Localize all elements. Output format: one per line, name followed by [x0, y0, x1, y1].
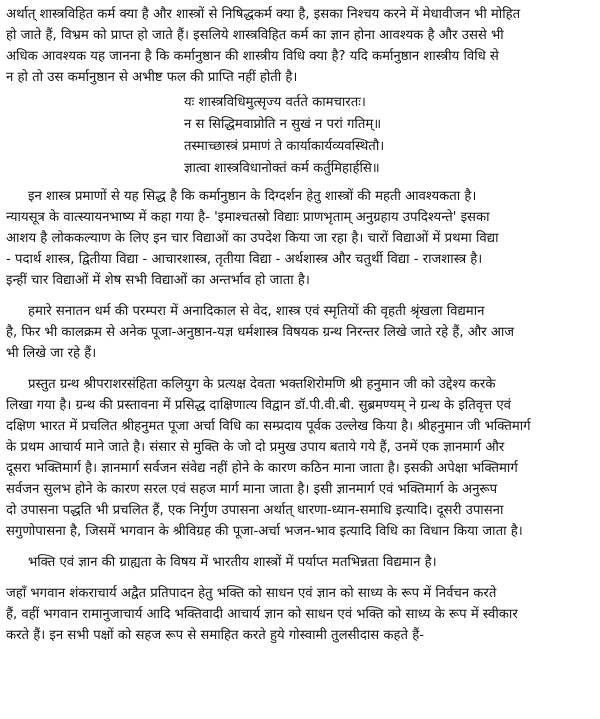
text-line: अधिक आवश्यक यह जानना है कि कर्मानुष्ठान की शास्त्रीय विधि क्या है? यदि कर्मानुष्ठान शास्त्रीय विधि से: [6, 49, 499, 64]
text-line: न्यायसूत्र के वात्स्यायनभाष्य में कहा गया है- 'इमाश्चतस्रो विद्याः प्राणभृताम् अनुग्रहाय उपदिश्यन्ते' इसका: [6, 210, 490, 225]
text-line: दक्षिण भारत में प्रचलित श्रीहनुमत पूजा अर्चा विधि का सम्प्रदाय पूर्वक उल्लेख किया है। श्रीहनुमान जी भक्तिमार्ग: [6, 419, 531, 434]
text-line: हो जाते हैं, विभ्रम को प्राप्त हो जाते हैं। इसलिये शास्त्रविहित कर्म का ज्ञान होना आवश्यक है और उससे भी: [6, 28, 504, 43]
paragraph-sanatan-dharma: [6, 301, 594, 364]
paragraph-bhakti-gyan: [6, 552, 594, 573]
text-line: जहाँ भगवान शंकराचार्य अद्वैत प्रतिपादन हेतु भक्ति को साधन एवं ज्ञान को साध्य के रूप में निर्वचन करते: [6, 586, 497, 601]
text-line: सर्वजन सुलभ होने के कारण सरल एवं सहज मार्ग माना जाता है। इसी ज्ञानमार्ग एवं भक्तिमार्ग के अनुरूप: [6, 482, 498, 497]
paragraph-gap: [6, 364, 594, 374]
sanskrit-verse: [6, 92, 594, 180]
text-line: भी लिखे जा रहे हैं।: [6, 346, 97, 361]
text-line: इन्हीं चार विद्याओं में शेष सभी विद्याओं का अन्तर्भाव हो जाता है।: [6, 273, 310, 288]
text-line: दो उपासना पद्धति भी प्रचलित हैं, एक निर्गुण उपासना अर्थात् धारणा-ध्यान-समाधि इत्यादि। दूसरी उपासना: [6, 503, 504, 518]
text-line: लिखा गया है। ग्रन्थ की प्रस्तावना में प्रसिद्ध दाक्षिणात्य विद्वान डॉ.पी.वी.बी. सुब्रमण्यम् ने ग्रन्थ के इतिवृत्त एवं: [6, 398, 511, 413]
paragraph-gap: [6, 573, 594, 583]
text-line: - पदार्थ शास्त्र, द्वितीया विद्या - आचारशास्त्र, तृतीया विद्या - अर्थशास्त्र और चतुर्थी विद्या - राजशास्त्र है।: [6, 252, 483, 267]
text-line: करते हैं। इन सभी पक्षों को सहज रूप से समाहित करते हुये गोस्वामी तुलसीदास कहते हैं-: [6, 628, 424, 643]
paragraph-shastra-pramana: [6, 186, 594, 291]
text-line: भक्ति एवं ज्ञान की ग्राह्यता के विषय में भारतीय शास्त्रों में पर्याप्त मतभिन्नता विद्यमान है।: [28, 555, 437, 570]
verse-line: न स सिद्धिमवाप्नोति न सुखं न परां गतिम्॥: [184, 117, 382, 132]
intro-paragraph: [6, 4, 594, 88]
text-line: है, फिर भी कालक्रम से अनेक पूजा-अनुष्ठान-यज्ञ धर्मशास्त्र विषयक ग्रन्थ निरन्तर लिखे जाते रहे हैं, और आज: [6, 325, 515, 340]
text-line: के प्रथम आचार्य माने जाते है। संसार से मुक्ति के जो दो प्रमुख उपाय बताये गये हैं, उनमें एक ज्ञानमार्ग और: [6, 440, 505, 455]
text-line: आशय है लोककल्याण के लिए इन चार विद्याओं का उपदेश किया जा रहा है। चारों विद्याओं में प्रथमा विद्या: [6, 231, 499, 246]
verse-line: यः शास्त्रविधिमुत्सृज्य वर्तते कामचारतः।: [184, 95, 366, 110]
text-line: न हो तो उस कर्मानुष्ठान से अभीष्ट फल की प्राप्ति नहीं होती है।: [6, 70, 298, 85]
paragraph-shankaracharya: [6, 583, 594, 646]
paragraph-gap: [6, 291, 594, 301]
verse-line: तस्माच्छास्त्रं प्रमाणं ते कार्याकार्यव्यवस्थितौ।: [184, 139, 385, 154]
text-line: दूसरा भक्तिमार्ग है। ज्ञानमार्ग सर्वजन संवेद्य नहीं होने के कारण कठिन माना जाता है। इसकी अपेक्षा भक्तिमार्ग: [6, 461, 518, 476]
text-line: हमारे सनातन धर्म की परम्परा में अनादिकाल से वेद, शास्त्र एवं स्मृतियों की वृहती श्रृंखला विद्यमान: [28, 304, 485, 319]
paragraph-gap: [6, 542, 594, 552]
text-line: हैं, वहीं भगवान रामानुजाचार्य आदि भक्तिवादी आचार्य ज्ञान को साधन एवं भक्ति को साध्य के रूप में स्वीकार: [6, 607, 518, 622]
text-line: प्रस्तुत ग्रन्थ श्रीपराशरसंहिता कलियुग के प्रत्यक्ष देवता भक्तशिरोमणि श्री हनुमान जी को उद्देश्य करके: [28, 377, 496, 392]
verse-line: ज्ञात्वा शास्त्रविधानोक्तं कर्म कर्तुमिहार्हसि॥: [184, 161, 380, 176]
text-line: अर्थात् शास्त्रविहित कर्म क्या है और शास्त्रों से निषिद्धकर्म क्या है, इसका निश्चय करने में मेधावीजन भी मोहित: [6, 7, 521, 22]
paragraph-parashar-samhita: [6, 374, 594, 542]
text-line: इन शास्त्र प्रमाणों से यह सिद्ध है कि कर्मानुष्ठान के दिग्दर्शन हेतु शास्त्रों की महती आवश्यकता है।: [28, 189, 477, 204]
text-line: सगुणोपासना है, जिसमें भगवान के श्रीविग्रह की पूजा-अर्चा भजन-भाव इत्यादि विधि का विधान किया जाता है।: [6, 524, 523, 539]
